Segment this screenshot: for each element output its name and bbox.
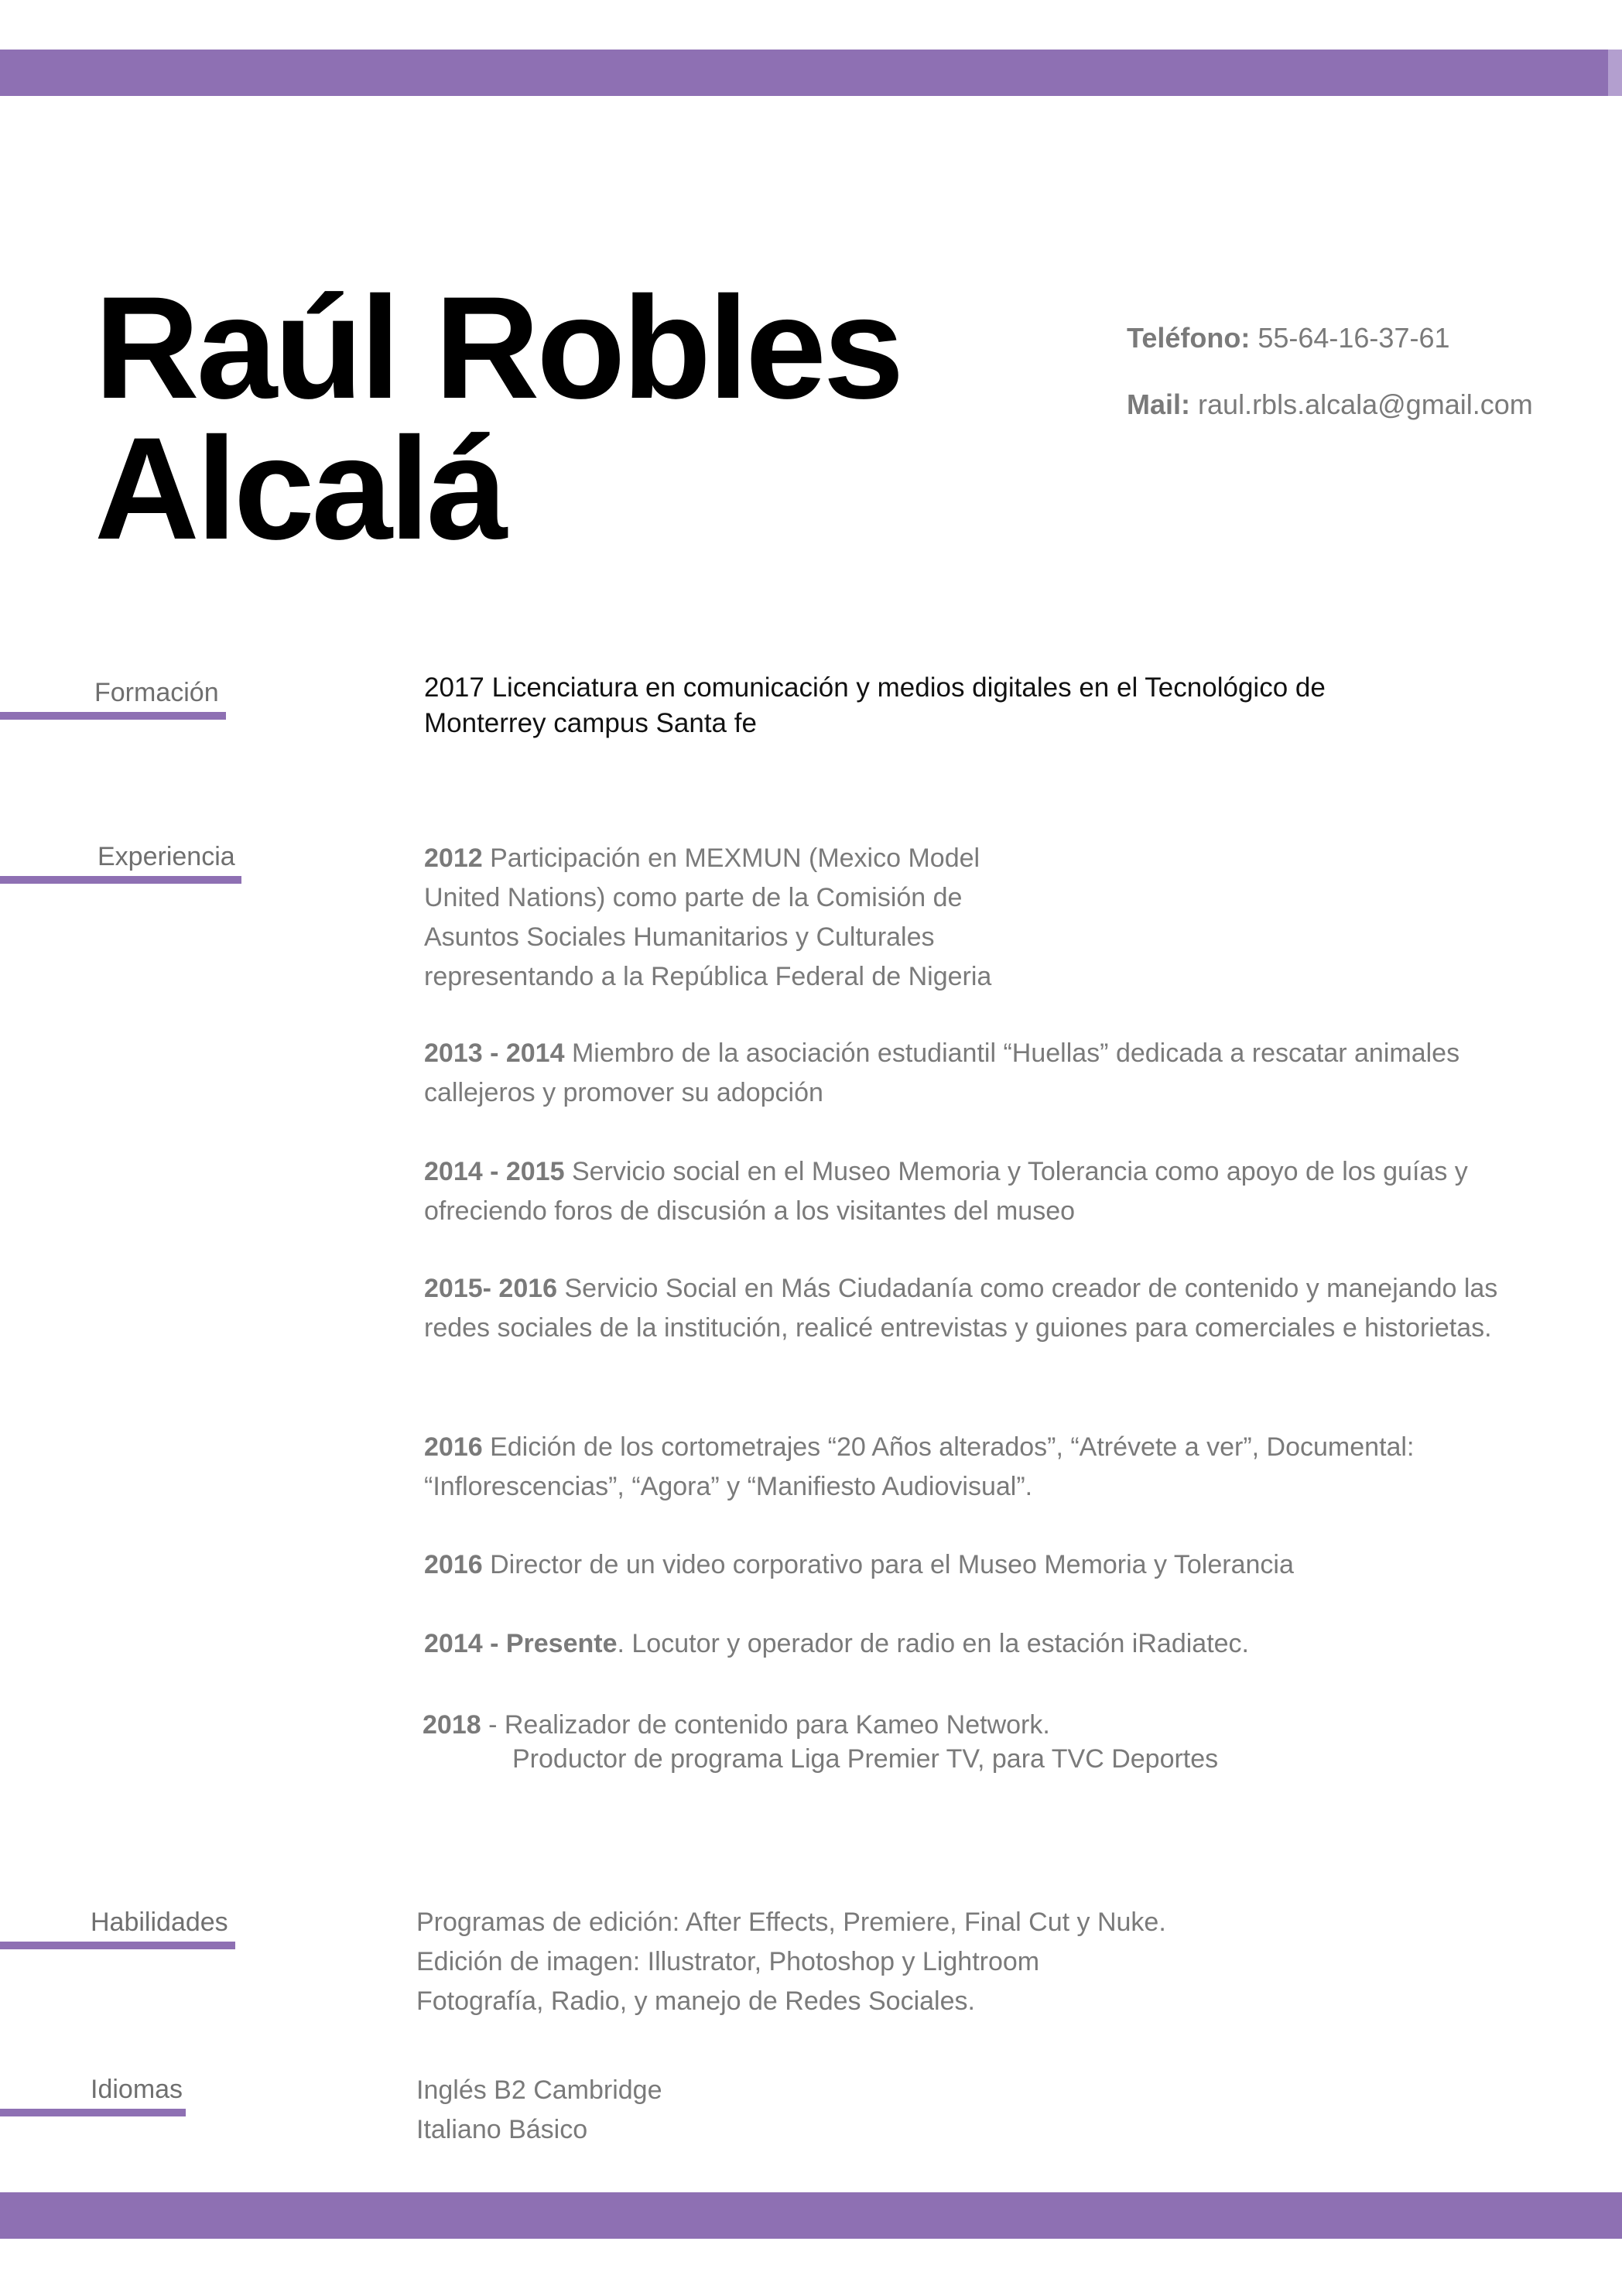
- language-item: Italiano Básico: [416, 2115, 588, 2144]
- experience-sub-description: Productor de programa Liga Premier TV, para TVC Deportes: [512, 1744, 1219, 1774]
- section-label-idiomas: Idiomas: [91, 2075, 183, 2104]
- experience-year: 2012: [424, 843, 483, 873]
- experience-item: [424, 1545, 1531, 1585]
- languages-list: [416, 2071, 662, 2150]
- name-line-1: Raúl Robles: [94, 266, 902, 429]
- mail-value: raul.rbls.alcala@gmail.com: [1198, 388, 1533, 420]
- bottom-accent-bar: [0, 2192, 1622, 2239]
- experience-item: [424, 1428, 1531, 1507]
- experience-item: [424, 1624, 1531, 1664]
- experience-description: Servicio Social en Más Ciudadanía como creador de contenido y manejando las redes sociales de la institución, realicé entrevistas y guiones para comerciales e historietas.: [424, 1274, 1498, 1343]
- mail-label: Mail:: [1127, 388, 1191, 420]
- experience-year: 2014 - 2015: [424, 1157, 565, 1186]
- top-accent-bar: [0, 50, 1608, 96]
- experience-item: [424, 1034, 1531, 1113]
- section-underline-idiomas: [0, 2109, 186, 2116]
- experience-item: [424, 839, 1028, 997]
- skill-item: Programas de edición: After Effects, Premiere, Final Cut y Nuke.: [416, 1908, 1166, 1937]
- section-underline-formacion: [0, 712, 226, 720]
- section-underline-habilidades: [0, 1942, 235, 1949]
- experience-year: 2014 - Presente: [424, 1629, 618, 1658]
- top-accent-bar-tip: [1608, 50, 1622, 96]
- experience-description: Edición de los cortometrajes “20 Años alterados”, “Atrévete a ver”, Documental: “Inflorescencias”, “Agora” y “Manifiesto Audiovisual”.: [424, 1432, 1415, 1501]
- language-item: Inglés B2 Cambridge: [416, 2075, 662, 2105]
- experience-year: 2016: [424, 1432, 483, 1462]
- applicant-name: [94, 266, 902, 570]
- experience-year: 2013 - 2014: [424, 1039, 565, 1068]
- experience-description: Miembro de la asociación estudiantil “Huellas” dedicada a rescatar animales callejeros y promover su adopción: [424, 1039, 1460, 1107]
- experience-description: Participación en MEXMUN (Mexico Model United Nations) como parte de la Comisión de Asuntos Sociales Humanitarios y Culturales representando a la República Federal de Nigeria: [424, 843, 992, 991]
- formacion-text: 2017 Licenciatura en comunicación y medios digitales en el Tecnológico de Monterrey campus Santa fe: [424, 672, 1326, 738]
- experience-year: 2015- 2016: [424, 1274, 558, 1303]
- experience-item: [424, 1152, 1531, 1231]
- experience-description: - Realizador de contenido para Kameo Network.: [481, 1710, 1050, 1740]
- section-label-habilidades: Habilidades: [91, 1908, 228, 1937]
- experience-year: 2018: [423, 1710, 481, 1740]
- experience-description: Servicio social en el Museo Memoria y Tolerancia como apoyo de los guías y ofreciendo foros de discusión a los visitantes del museo: [424, 1157, 1468, 1226]
- experience-item: [424, 1269, 1531, 1348]
- contact-phone: [1127, 322, 1450, 354]
- phone-value: 55-64-16-37-61: [1258, 322, 1450, 354]
- experience-item: [423, 1708, 1529, 1776]
- section-label-experiencia: Experiencia: [98, 842, 235, 871]
- experience-year: 2016: [424, 1550, 483, 1579]
- contact-mail: [1127, 388, 1533, 421]
- experience-description: Director de un video corporativo para el Museo Memoria y Tolerancia: [482, 1550, 1294, 1579]
- section-label-formacion: Formación: [94, 678, 219, 707]
- skill-item: Fotografía, Radio, y manejo de Redes Sociales.: [416, 1986, 975, 2016]
- skills-list: [416, 1903, 1166, 2021]
- experience-description: . Locutor y operador de radio en la estación iRadiatec.: [617, 1629, 1249, 1658]
- section-underline-experiencia: [0, 876, 241, 884]
- skill-item: Edición de imagen: Illustrator, Photoshop y Lightroom: [416, 1947, 1040, 1976]
- phone-label: Teléfono:: [1127, 322, 1251, 354]
- name-line-2: Alcalá: [94, 407, 505, 570]
